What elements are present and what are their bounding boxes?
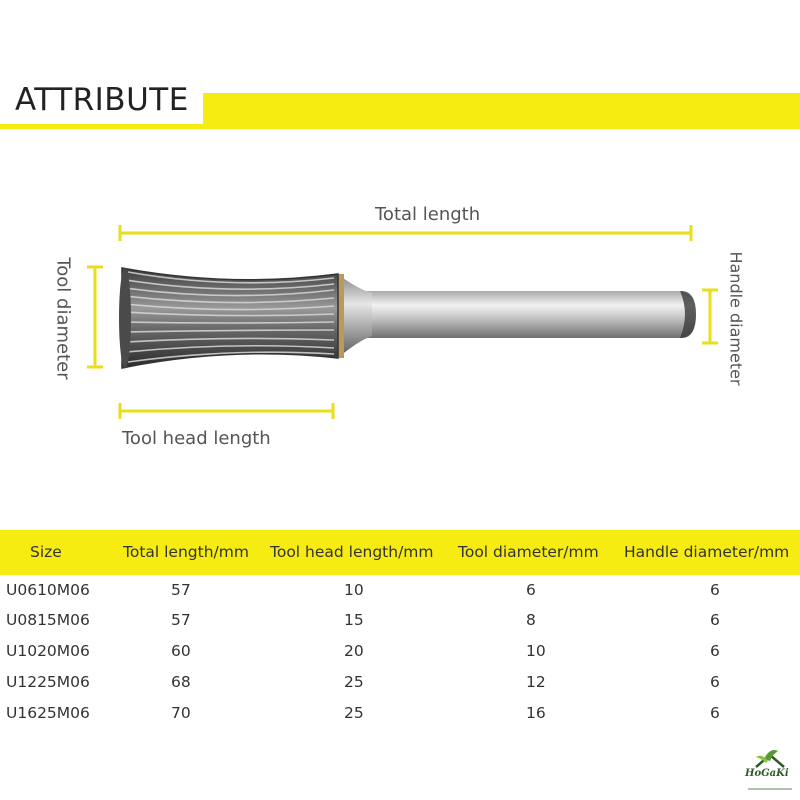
burr-shank	[355, 291, 696, 338]
cell-total-length: 70	[171, 704, 191, 722]
handle-diameter-dimension	[702, 290, 718, 343]
cell-tool-diameter: 6	[526, 581, 536, 599]
burr-neck	[336, 274, 372, 358]
cell-tool-head-length: 25	[344, 673, 364, 691]
cell-handle-diameter: 6	[710, 611, 720, 629]
brand-logo-text: HoGaKi	[745, 768, 789, 779]
cell-handle-diameter: 6	[710, 673, 720, 691]
cell-total-length: 57	[171, 611, 191, 629]
column-header-total-length: Total length/mm	[123, 543, 249, 561]
cell-handle-diameter: 6	[710, 642, 720, 660]
cell-total-length: 57	[171, 581, 191, 599]
page-title: ATTRIBUTE	[15, 82, 189, 118]
cell-size: U0610M06	[6, 581, 90, 599]
column-header-handle-diameter: Handle diameter/mm	[624, 543, 790, 561]
cell-handle-diameter: 6	[710, 581, 720, 599]
cell-size: U1225M06	[6, 673, 90, 691]
tool-diameter-label: Tool diameter	[52, 257, 74, 380]
cell-size: U1020M06	[6, 642, 90, 660]
cell-tool-diameter: 8	[526, 611, 536, 629]
cell-size: U1625M06	[6, 704, 90, 722]
cell-tool-diameter: 10	[526, 642, 546, 660]
tool-head-length-label: Tool head length	[122, 428, 271, 449]
column-header-size: Size	[30, 543, 62, 561]
total-length-dimension	[120, 225, 691, 241]
burr-diagram	[0, 190, 800, 470]
cell-tool-head-length: 25	[344, 704, 364, 722]
burr-illustration	[0, 190, 800, 470]
cell-tool-head-length: 15	[344, 611, 364, 629]
cell-handle-diameter: 6	[710, 704, 720, 722]
total-length-label: Total length	[375, 204, 481, 225]
cell-total-length: 68	[171, 673, 191, 691]
cell-size: U0815M06	[6, 611, 90, 629]
handle-diameter-label: Handle diameter	[726, 251, 746, 386]
cell-total-length: 60	[171, 642, 191, 660]
burr-head	[119, 268, 338, 368]
cell-tool-diameter: 12	[526, 673, 546, 691]
cell-tool-diameter: 16	[526, 704, 546, 722]
tool-head-length-dimension	[120, 403, 333, 419]
column-header-tool-diameter: Tool diameter/mm	[458, 543, 599, 561]
column-header-tool-head-length: Tool head length/mm	[270, 543, 434, 561]
cell-tool-head-length: 10	[344, 581, 364, 599]
cell-tool-head-length: 20	[344, 642, 364, 660]
tool-diameter-dimension	[87, 267, 103, 367]
